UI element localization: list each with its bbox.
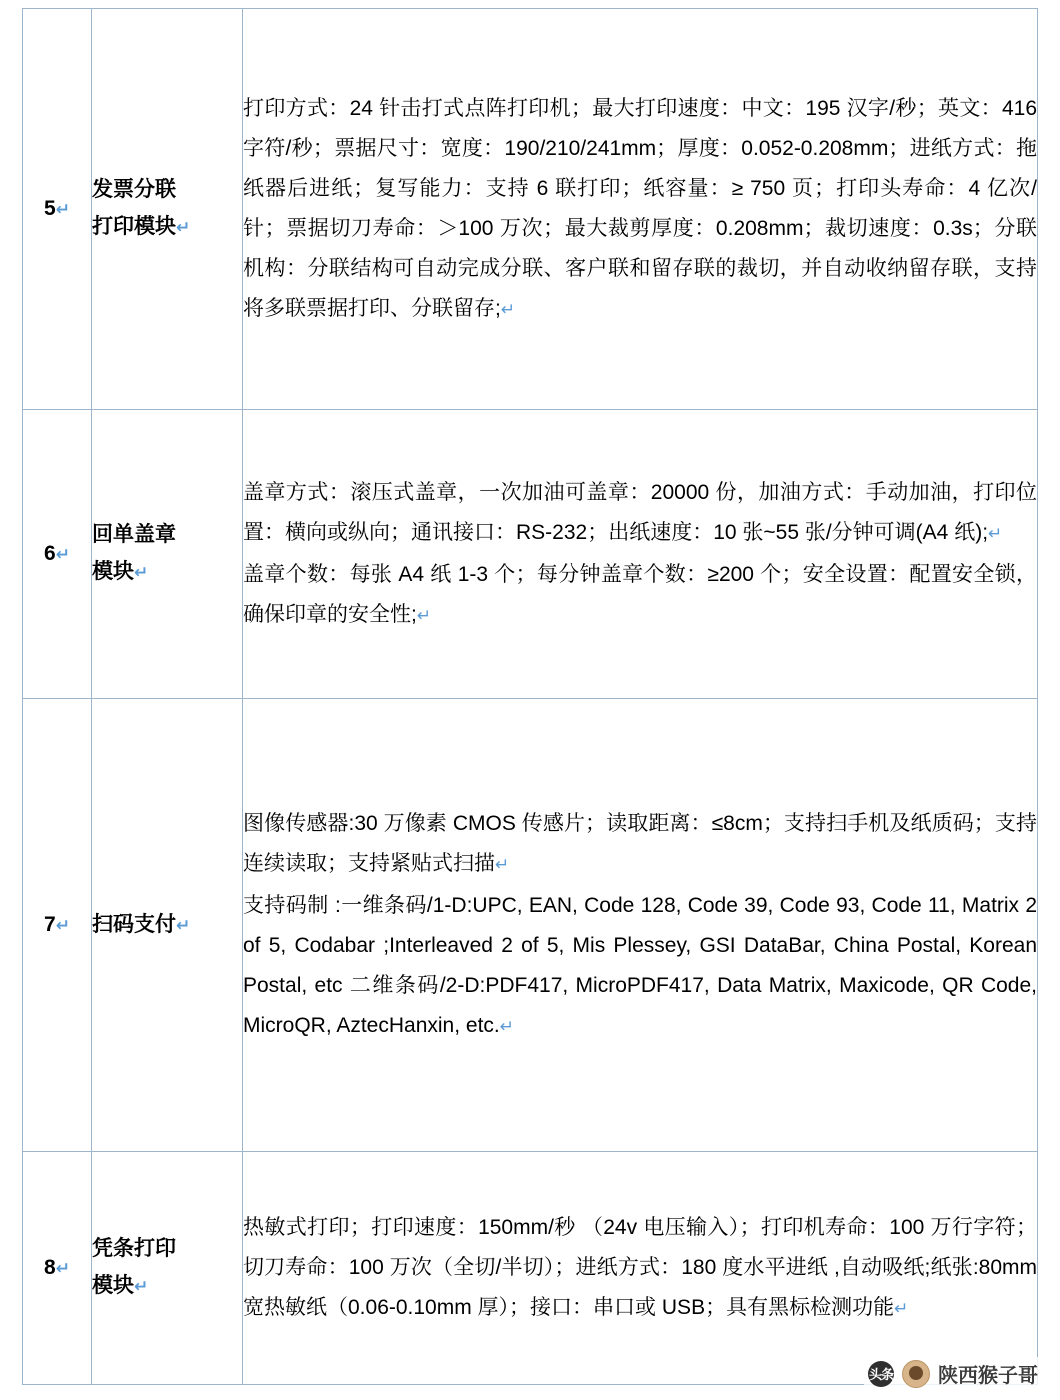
module-name-cell xyxy=(92,9,243,410)
row-number: 7 xyxy=(44,913,56,937)
paragraph-mark-icon: ↵ xyxy=(894,1298,909,1318)
description-paragraph xyxy=(243,1208,1037,1328)
description-paragraph xyxy=(243,473,1037,553)
description-paragraph xyxy=(243,886,1037,1046)
module-description-cell xyxy=(243,699,1038,1152)
table-row xyxy=(23,699,1038,1152)
module-description-cell xyxy=(243,410,1038,699)
description-text: 盖章方式：滚压式盖章，一次加油可盖章：20000 份，加油方式：手动加油，打印位置：横向或纵向；通讯接口：RS-232；出纸速度：10 张~55 张/分钟可调(A4 纸); xyxy=(243,481,1037,545)
paragraph-mark-icon: ↵ xyxy=(55,200,70,220)
specification-table xyxy=(22,8,1038,1385)
row-number-cell xyxy=(23,9,92,410)
module-description-cell xyxy=(243,9,1038,410)
paragraph-mark-icon: ↵ xyxy=(55,1259,70,1279)
module-name-text: 模块 xyxy=(92,560,134,583)
module-name-cell xyxy=(92,1152,243,1385)
description-text: 图像传感器:30 万像素 CMOS 传感片；读取距离：≤8cm；支持扫手机及纸质码；支持连续读取；支持紧贴式扫描 xyxy=(243,812,1037,876)
description-text: 打印方式：24 针击打式点阵打印机；最大打印速度：中文：195 汉字/秒；英文：416 字符/秒；票据尺寸：宽度：190/210/241mm；厚度：0.052-0.208mm；进纸方式：拖纸器后进纸；复写能力：支持 6 联打印；纸容量：≥ 750 页；打印头寿命：4 亿次/针；票据切刀寿命：＞100 万次；最大裁剪厚度：0.208mm；裁切速度：0.3s；分联机构：分联结构可自动完成分联、客户联和留存联的裁切，并自动收纳留存联，支持将多联票据打印、分联留存; xyxy=(243,97,1037,320)
description-paragraph xyxy=(243,555,1037,635)
module-name-cell xyxy=(92,410,243,699)
paragraph-mark-icon: ↵ xyxy=(988,524,1003,544)
module-name-line xyxy=(92,554,242,591)
table-row xyxy=(23,1152,1038,1385)
description-text: 支持码制 :一维条码/1-D:UPC, EAN, Code 128, Code 39, Code 93, Code 11, Matrix 2 of 5, Codabar ;Interleaved 2 of 5, Mis Plessey, GSI DataBar, China Postal, Korean Postal, etc 二维条码/2-D:PDF417, MicroPDF417, Data Matrix, Maxicode, QR Code, MicroQR, AztecHanxin, etc. xyxy=(243,894,1037,1037)
toutiao-logo-icon: 头条 xyxy=(868,1361,894,1387)
paragraph-mark-icon: ↵ xyxy=(176,218,191,237)
description-paragraph xyxy=(243,89,1037,328)
module-name-line: 回单盖章 xyxy=(92,523,176,547)
module-name-cell xyxy=(92,699,243,1152)
paragraph-mark-icon: ↵ xyxy=(55,916,70,936)
module-name-line xyxy=(92,907,242,944)
module-name-line xyxy=(92,209,242,246)
module-name-line xyxy=(92,1268,242,1305)
module-description-cell xyxy=(243,1152,1038,1385)
module-name-line: 凭条打印 xyxy=(92,1237,176,1261)
paragraph-mark-icon: ↵ xyxy=(500,299,516,319)
paragraph-mark-icon: ↵ xyxy=(55,545,70,565)
description-text: 热敏式打印；打印速度：150mm/秒 （24v 电压输入）；打印机寿命：100 万行字符；切刀寿命：100 万次（全切/半切）；进纸方式：180 度水平进纸 ,自动吸纸;纸张:80mm 宽热敏纸（0.06-0.10mm 厚）；接口：串口或 USB；具有黑标检测功能 xyxy=(243,1216,1037,1319)
module-name-line: 发票分联 xyxy=(92,178,176,202)
watermark xyxy=(864,1357,1042,1390)
row-number: 6 xyxy=(44,542,56,566)
description-text: 盖章个数：每张 A4 纸 1-3 个；每分钟盖章个数：≥200 个；安全设置：配置安全锁，确保印章的安全性; xyxy=(243,563,1037,626)
module-name-text: 打印模块 xyxy=(92,215,176,238)
row-number: 5 xyxy=(44,197,56,221)
row-number-cell xyxy=(23,699,92,1152)
table-row xyxy=(23,9,1038,410)
paragraph-mark-icon: ↵ xyxy=(134,563,149,582)
avatar xyxy=(902,1360,930,1388)
row-number: 8 xyxy=(44,1256,56,1280)
paragraph-mark-icon: ↵ xyxy=(176,915,191,935)
description-paragraph xyxy=(243,804,1037,884)
module-name-text: 扫码支付 xyxy=(92,912,176,936)
paragraph-mark-icon: ↵ xyxy=(495,855,510,875)
row-number-cell xyxy=(23,410,92,699)
watermark-author: 陕西猴子哥 xyxy=(938,1365,1038,1387)
page-left-margin xyxy=(0,0,6,1400)
paragraph-mark-icon: ↵ xyxy=(499,1016,514,1036)
paragraph-mark-icon: ↵ xyxy=(416,605,432,625)
module-name-text: 模块 xyxy=(92,1274,134,1297)
paragraph-mark-icon: ↵ xyxy=(134,1277,149,1296)
table-row xyxy=(23,410,1038,699)
row-number-cell xyxy=(23,1152,92,1385)
